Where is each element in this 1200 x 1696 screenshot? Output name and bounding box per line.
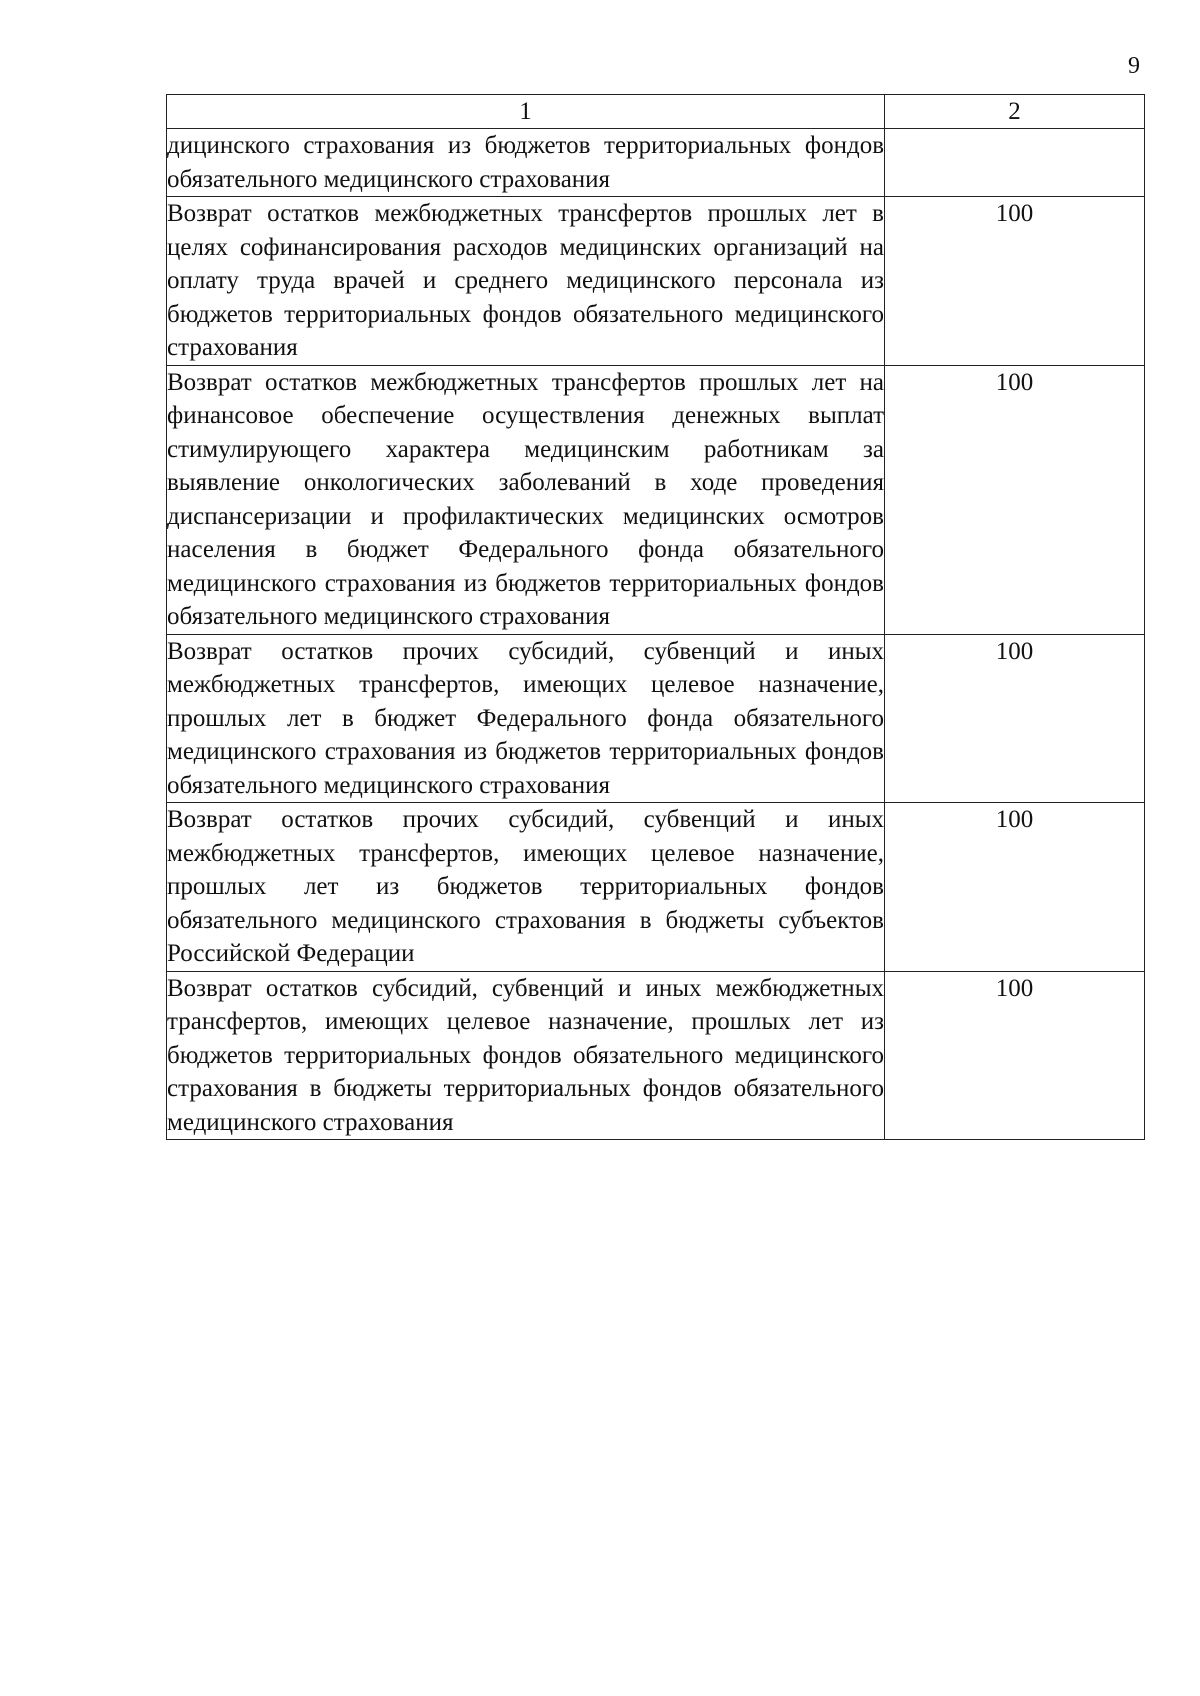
table-row <box>167 634 1145 803</box>
table-row <box>167 129 1145 197</box>
column-header-2: 2 <box>885 95 1145 129</box>
table-row <box>167 971 1145 1140</box>
row-value: 100 <box>885 365 1145 634</box>
table-row <box>167 197 1145 366</box>
table-header-row <box>167 95 1145 129</box>
table-row <box>167 803 1145 972</box>
page-number: 9 <box>1128 53 1140 79</box>
row-description: Возврат остатков межбюджетных трансфертов прошлых лет на финансовое обеспечение осуществления денежных выплат стимулирующего характера медицинским работникам за выявление онкологических заболеваний в ходе проведения диспансеризации и профилактических медицинских осмотров населения в бюджет Федерального фонда обязательного медицинского страхования из бюджетов территориальных фондов обязательного медицинского страхования <box>167 365 885 634</box>
row-description: Возврат остатков межбюджетных трансфертов прошлых лет в целях софинансирования расходов медицинских организаций на оплату труда врачей и среднего медицинского персонала из бюджетов территориальных фондов обязательного медицинского страхования <box>167 197 885 366</box>
row-value <box>885 129 1145 197</box>
row-value: 100 <box>885 197 1145 366</box>
row-description: Возврат остатков субсидий, субвенций и иных межбюджетных трансфертов, имеющих целевое назначение, прошлых лет из бюджетов территориальных фондов обязательного медицинского страхования в бюджеты территориальных фондов обязательного медицинского страхования <box>167 971 885 1140</box>
row-value: 100 <box>885 634 1145 803</box>
row-value: 100 <box>885 971 1145 1140</box>
row-description: Возврат остатков прочих субсидий, субвенций и иных межбюджетных трансфертов, имеющих целевое назначение, прошлых лет из бюджетов территориальных фондов обязательного медицинского страхования в бюджеты субъектов Российской Федерации <box>167 803 885 972</box>
row-description: Возврат остатков прочих субсидий, субвенций и иных межбюджетных трансфертов, имеющих целевое назначение, прошлых лет в бюджет Федерального фонда обязательного медицинского страхования из бюджетов территориальных фондов обязательного медицинского страхования <box>167 634 885 803</box>
document-table <box>166 94 1145 1140</box>
column-header-1: 1 <box>167 95 885 129</box>
row-value: 100 <box>885 803 1145 972</box>
table-row <box>167 365 1145 634</box>
row-description: дицинского страхования из бюджетов территориальных фондов обязательного медицинского страхования <box>167 129 885 197</box>
